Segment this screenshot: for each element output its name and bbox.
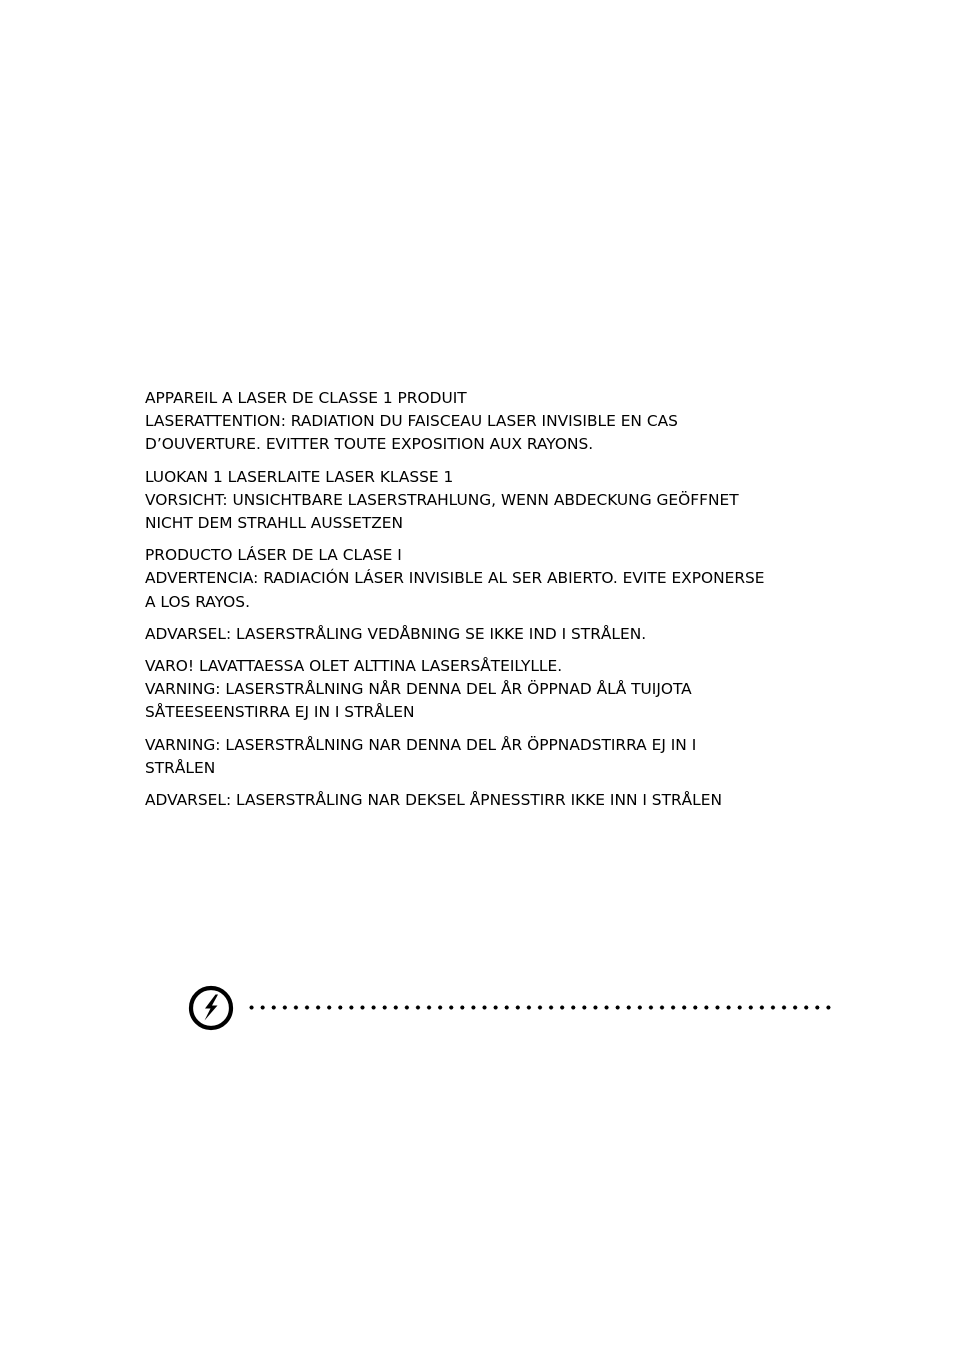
text-line: APPAREIL A LASER DE CLASSE 1 PRODUIT — [145, 389, 467, 407]
text-line: NICHT DEM STRAHLL AUSSETZEN — [145, 514, 404, 533]
paragraph-norwegian — [145, 789, 845, 812]
text-line: VORSICHT: UNSICHTBARE LASERSTRAHLUNG, WENN ABDECKUNG GEÖFFNET — [145, 490, 739, 509]
paragraph-finnish-german — [145, 466, 845, 536]
text-line: A LOS RAYOS. — [145, 592, 250, 611]
dotted-divider — [246, 1005, 832, 1010]
text-line: D’OUVERTURE. EVITTER TOUTE EXPOSITION AUX RAYONS. — [145, 435, 594, 454]
paragraph-swedish — [145, 734, 845, 780]
text-line: VARNING: LASERSTRÅLNING NÅR DENNA DEL ÅR ÖPPNAD ÅLÅ TUIJOTA — [145, 680, 692, 699]
laser-warning-text — [145, 387, 845, 821]
text-line: ADVARSEL: LASERSTRÅLING NAR DEKSEL ÅPNESSTIRR IKKE INN I STRÅLEN — [145, 791, 722, 810]
text-line: LUOKAN 1 LASERLAITE LASER KLASSE 1 — [145, 467, 454, 486]
text-line: STRÅLEN — [145, 758, 216, 777]
text-line: ADVERTENCIA: RADIACIÓN LÁSER INVISIBLE AL SER ABIERTO. EVITE EXPONERSE — [145, 569, 765, 588]
text-line: PRODUCTO LÁSER DE LA CLASE I — [145, 546, 402, 565]
paragraph-danish — [145, 623, 845, 646]
text-line: VARNING: LASERSTRÅLNING NAR DENNA DEL ÅR ÖPPNADSTIRRA EJ IN I — [145, 735, 697, 754]
text-line: VARO! LAVATTAESSA OLET ALTTINA LASERSÅTEILYLLE. — [145, 657, 563, 676]
paragraph-spanish — [145, 544, 845, 614]
lightning-bolt-icon — [188, 985, 234, 1031]
text-line: ADVARSEL: LASERSTRÅLING VEDÅBNING SE IKKE IND I STRÅLEN. — [145, 624, 647, 643]
paragraph-french — [145, 387, 845, 457]
text-line: LASERATTENTION: RADIATION DU FAISCEAU LASER INVISIBLE EN CAS — [145, 412, 678, 431]
paragraph-finnish-swedish — [145, 655, 845, 725]
text-line: SÅTEESEENSTIRRA EJ IN I STRÅLEN — [145, 703, 415, 722]
warning-separator — [188, 985, 833, 1033]
